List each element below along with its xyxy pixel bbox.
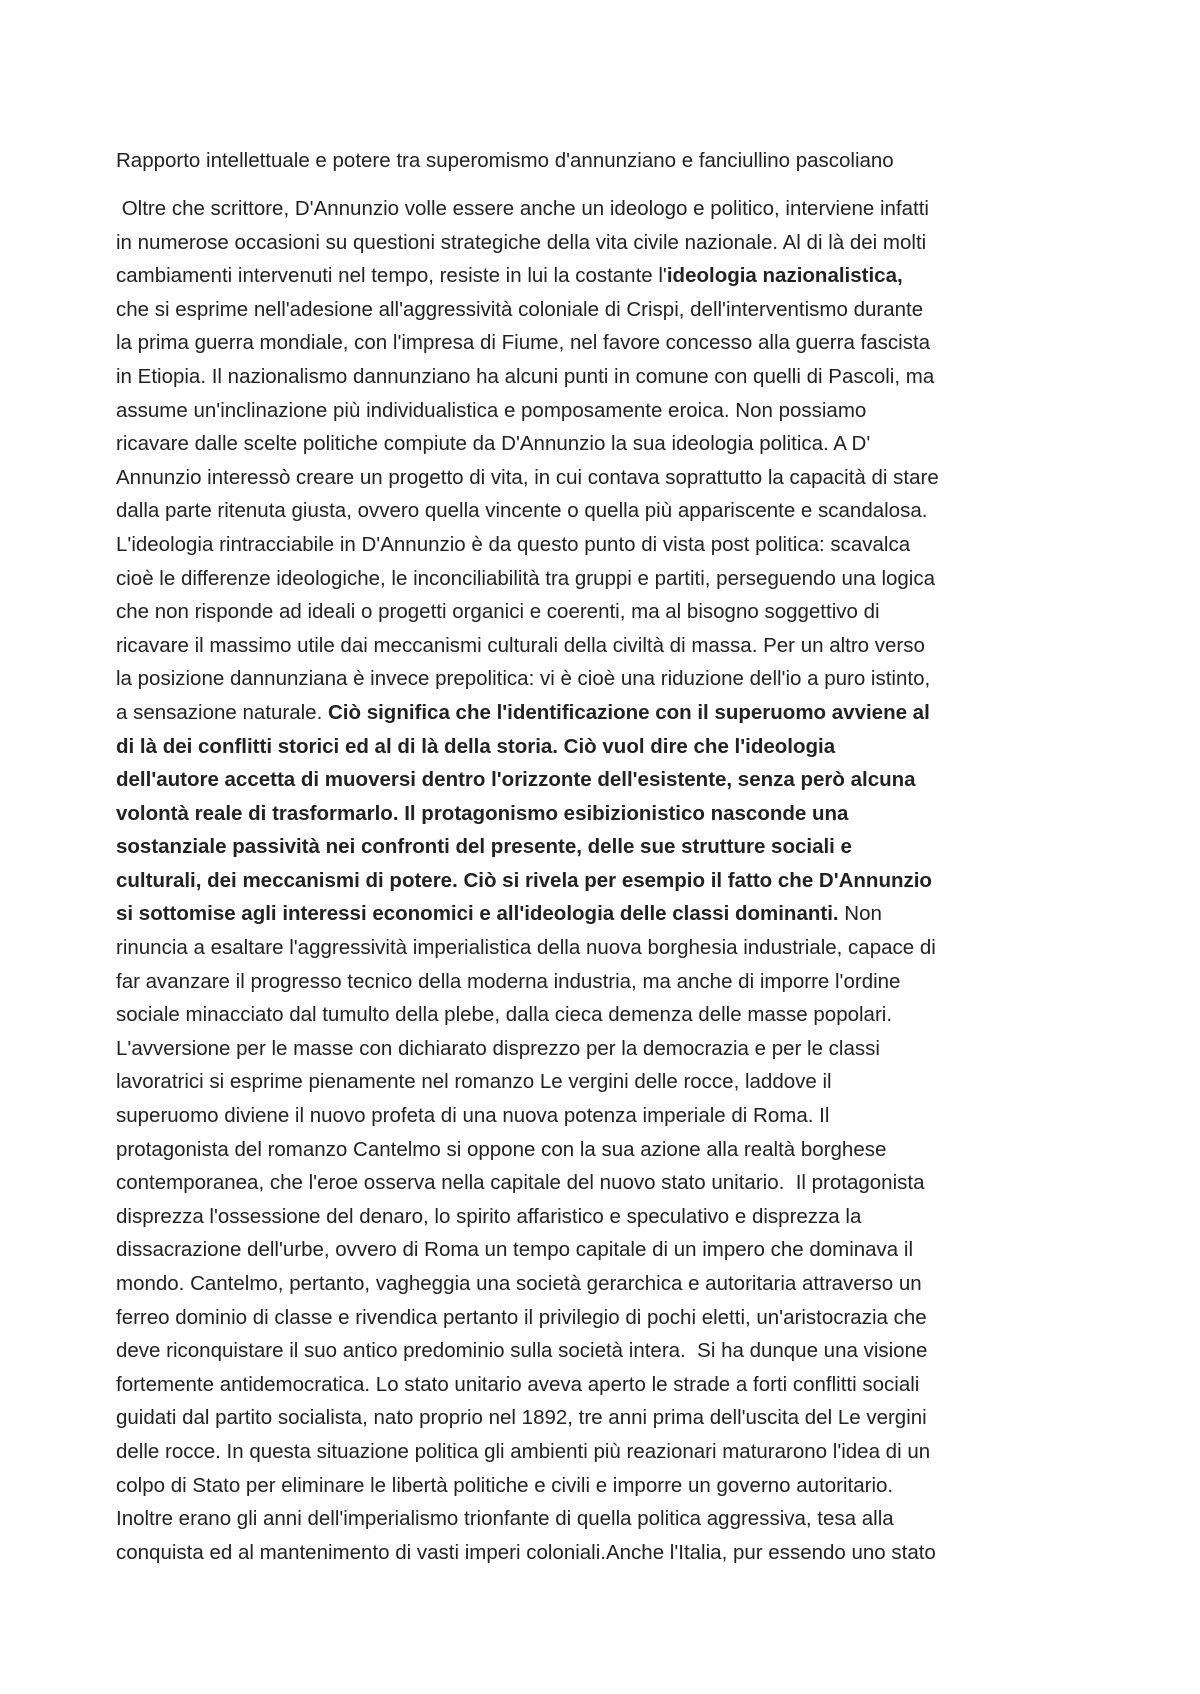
text-run: superuomo diviene il nuovo profeta di una nuova potenza imperiale di Roma. Il <box>116 1104 830 1128</box>
text-line <box>116 1233 1116 1267</box>
document-title: Rapporto intellettuale e potere tra superomismo d'annunziano e fanciullino pascoliano <box>116 149 894 172</box>
text-line <box>116 696 1116 730</box>
text-line <box>116 1032 1116 1066</box>
text-run: cioè le differenze ideologiche, le inconciliabilità tra gruppi e partiti, perseguendo una logica <box>116 566 936 590</box>
text-run: mondo. Cantelmo, pertanto, vagheggia una società gerarchica e autoritaria attraverso un <box>116 1272 922 1295</box>
bold-text-run: culturali, dei meccanismi di potere. Ciò si rivela per esempio il fatto che D'Annunzio <box>116 868 932 892</box>
text-line <box>116 1401 1116 1435</box>
text-run: Annunzio interessò creare un progetto di vita, in cui contava soprattutto la capacità di stare <box>116 465 939 489</box>
text-line <box>116 1502 1116 1536</box>
text-run: contemporanea, che l'eroe osserva nella capitale del nuovo stato unitario. Il protagonista <box>116 1171 925 1195</box>
text-line <box>116 897 1116 931</box>
text-run: la prima guerra mondiale, con l'impresa di Fiume, nel favore concesso alla guerra fascista <box>116 331 931 355</box>
bold-text-run: si sottomise agli interessi economici e all'ideologia delle classi dominanti. <box>116 902 839 926</box>
text-run: far avanzare il progresso tecnico della moderna industria, ma anche di imporre l'ordine <box>116 969 901 993</box>
text-run: che si esprime nell'adesione all'aggressività coloniale di Crispi, dell'interventismo durante <box>116 297 924 321</box>
text-run: L'ideologia rintracciabile in D'Annunzio è da questo punto di vista post politica: scavalca <box>116 532 911 556</box>
bold-text-run: dell'autore accetta di muoversi dentro l'orizzonte dell'esistente, senza però alcuna <box>116 768 916 792</box>
text-run: Oltre che scrittore, D'Annunzio volle essere anche un ideologo e politico, interviene infatti <box>116 197 929 220</box>
text-line <box>116 562 1116 596</box>
text-run: fortemente antidemocratica. Lo stato unitario aveva aperto le strade a forti conflitti sociali <box>116 1372 920 1396</box>
text-line <box>116 830 1116 864</box>
text-line <box>116 394 1116 428</box>
bold-text-run: ideologia nazionalistica, <box>666 264 903 288</box>
bold-text-run: volontà reale di trasformarlo. Il protagonismo esibizionistico nasconde una <box>116 801 849 825</box>
text-run: in numerose occasioni su questioni strategiche della vita civile nazionale. Al di là dei molti <box>116 230 927 254</box>
text-line <box>116 1133 1116 1167</box>
text-run: deve riconquistare il suo antico predominio sulla società intera. Si ha dunque una visione <box>116 1339 928 1363</box>
text-line <box>116 763 1116 797</box>
text-run: cambiamenti intervenuti nel tempo, resiste in lui la costante l' <box>116 264 667 288</box>
text-run: L'avversione per le masse con dichiarato disprezzo per la democrazia e per le classi <box>116 1036 880 1060</box>
text-line <box>116 1099 1116 1133</box>
text-run: colpo di Stato per eliminare le libertà politiche e civili e imporre un governo autoritario. <box>116 1473 894 1497</box>
text-run: ricavare il massimo utile dai meccanismi culturali della civiltà di massa. Per un altro verso <box>116 633 925 657</box>
text-line <box>116 595 1116 629</box>
bold-text-run: di là dei conflitti storici ed al di là della storia. Ciò vuol dire che l'ideologia <box>116 734 836 758</box>
text-line <box>116 326 1116 360</box>
text-line <box>116 797 1116 831</box>
text-line <box>116 1166 1116 1200</box>
text-run: la posizione dannunziana è invece prepolitica: vi è cioè una riduzione dell'io a puro istinto, <box>116 667 931 691</box>
text-run: ricavare dalle scelte politiche compiute da D'Annunzio la sua ideologia politica. A D' <box>116 432 871 456</box>
text-run: assume un'inclinazione più individualistica e pomposamente eroica. Non possiamo <box>116 398 867 422</box>
text-run: rinuncia a esaltare l'aggressività imperialistica della nuova borghesia industriale, capace di <box>116 936 936 960</box>
text-run: a sensazione naturale. <box>116 700 328 724</box>
text-line <box>116 1435 1116 1469</box>
text-line <box>116 998 1116 1032</box>
text-line <box>116 293 1116 327</box>
document-body <box>116 192 1116 1569</box>
text-line <box>116 226 1116 260</box>
text-run: protagonista del romanzo Cantelmo si oppone con la sua azione alla realtà borghese <box>116 1137 887 1161</box>
text-run: dissacrazione dell'urbe, ovvero di Roma un tempo capitale di un impero che dominava il <box>116 1238 914 1262</box>
text-run: sociale minacciato dal tumulto della plebe, dalla cieca demenza delle masse popolari. <box>116 1003 893 1027</box>
text-line <box>116 461 1116 495</box>
text-run: guidati dal partito socialista, nato proprio nel 1892, tre anni prima dell'uscita del Le vergini <box>116 1406 927 1430</box>
text-run: in Etiopia. Il nazionalismo dannunziano ha alcuni punti in comune con quelli di Pascoli, ma <box>116 364 935 388</box>
text-line <box>116 1065 1116 1099</box>
text-line <box>116 1368 1116 1402</box>
text-run: conquista ed al mantenimento di vasti imperi coloniali.Anche l'Italia, pur essendo uno stato <box>116 1540 936 1564</box>
text-line <box>116 259 1116 293</box>
text-line <box>116 360 1116 394</box>
text-line <box>116 1267 1116 1301</box>
text-line <box>116 1301 1116 1335</box>
text-line <box>116 1469 1116 1503</box>
text-line <box>116 528 1116 562</box>
text-line <box>116 192 1116 226</box>
text-run: che non risponde ad ideali o progetti organici e coerenti, ma al bisogno soggettivo di <box>116 600 880 624</box>
text-run: Inoltre erano gli anni dell'imperialismo trionfante di quella politica aggressiva, tesa alla <box>116 1507 894 1531</box>
text-line <box>116 427 1116 461</box>
text-line <box>116 1334 1116 1368</box>
text-line <box>116 931 1116 965</box>
text-line <box>116 864 1116 898</box>
text-run: dalla parte ritenuta giusta, ovvero quella vincente o quella più appariscente e scandalosa. <box>116 499 928 523</box>
text-line <box>116 1200 1116 1234</box>
text-line <box>116 965 1116 999</box>
bold-text-run: Ciò significa che l'identificazione con il superuomo avviene al <box>327 700 930 724</box>
text-line <box>116 662 1116 696</box>
text-line <box>116 629 1116 663</box>
bold-text-run: sostanziale passività nei confronti del presente, delle sue strutture sociali e <box>116 835 852 859</box>
text-run: disprezza l'ossessione del denaro, lo spirito affaristico e speculativo e disprezza la <box>116 1204 862 1228</box>
text-line <box>116 494 1116 528</box>
text-run: ferreo dominio di classe e rivendica pertanto il privilegio di pochi eletti, un'aristocrazia che <box>116 1305 927 1329</box>
text-run: lavoratrici si esprime pienamente nel romanzo Le vergini delle rocce, laddove il <box>116 1070 832 1094</box>
text-run: delle rocce. In questa situazione politica gli ambienti più reazionari maturarono l'idea di un <box>116 1439 931 1463</box>
text-line <box>116 730 1116 764</box>
text-run: Non <box>838 902 882 926</box>
text-line <box>116 1536 1116 1570</box>
